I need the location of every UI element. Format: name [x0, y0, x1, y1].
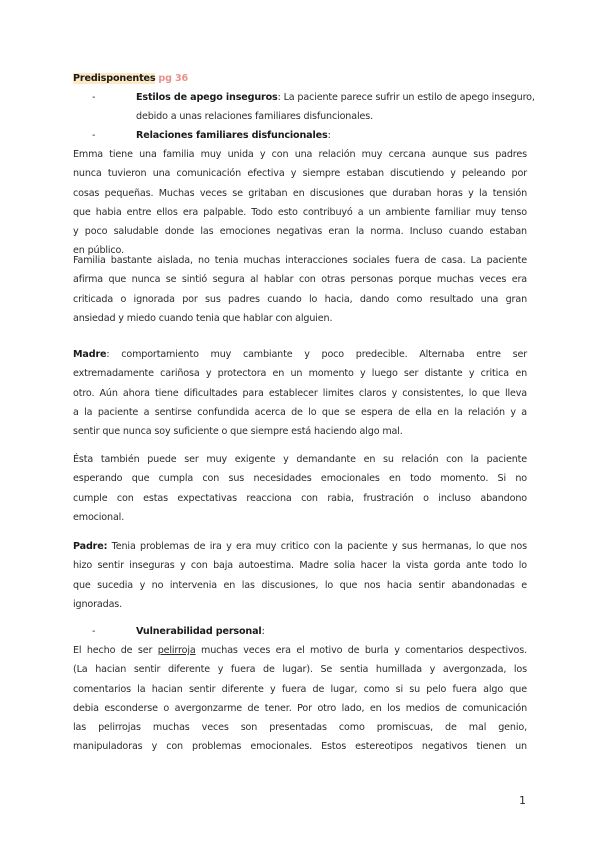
text-line: nunca tuvieron una comunicación efectiva y siempre estaban discutiendo y peleando por	[73, 168, 527, 180]
text-line: criticada o ignorada por sus padres cuando lo hacia, dando como resultado una gran	[73, 293, 527, 305]
text-line: comentarios la hacian sentir diferente y fuera de lugar, como si su pelo fuera algo que	[73, 683, 527, 695]
bullet-title: Vulnerabilidad personal	[136, 626, 262, 637]
text-line: hizo sentir inseguras y con baja autoestima. Madre solia hacer la vista gorda ante todo lo	[73, 560, 527, 572]
bullet-vulnerabilidad	[92, 622, 527, 641]
text-line: debia esconderse o avergonzarme de tener. Por otro lado, en los medios de comunicación	[73, 702, 527, 714]
text-span: Tenia problemas de ira y era muy critico con la paciente y sus hermanas, lo que nos	[107, 541, 527, 552]
text-line: las pelirrojas muchas veces son presentadas como promiscuas, de mal genio,	[73, 722, 527, 734]
text-line: Ésta también puede ser muy exigente y demandante en su relación con la paciente	[73, 454, 527, 465]
paragraph-esta	[73, 450, 527, 527]
section-heading	[73, 69, 527, 88]
bullet-title: Relaciones familiares disfuncionales	[136, 130, 328, 141]
paragraph-emma	[73, 145, 527, 261]
madre-label: Madre	[73, 349, 107, 360]
text-span: El hecho de ser	[73, 645, 158, 656]
text-line: extremadamente cariñosa y protectora en un momento y luego ser distante y critica en	[73, 368, 527, 380]
paragraph-familia	[73, 251, 527, 328]
bullet-text: : La paciente parece sufrir un estilo de apego inseguro,	[277, 92, 535, 103]
text-line: que sucedia y no intervenia en las discusiones, lo que nos hacia sentir abandonadas e	[73, 579, 527, 591]
bullet-text: debido a unas relaciones familiares disfuncionales.	[136, 111, 373, 123]
paragraph-vulnerabilidad	[73, 641, 527, 757]
underlined-word: pelirroja	[157, 645, 196, 656]
bullet-dash: -	[92, 92, 96, 103]
bullet-dash: -	[92, 626, 96, 637]
text-line: Familia bastante aislada, no tenia muchas interacciones sociales fuera de casa. La paciente	[73, 255, 527, 266]
bullet-relaciones	[92, 126, 527, 145]
bullet-title: Estilos de apego inseguros	[136, 92, 278, 103]
text-line: manipuladoras y con problemas emocionales. Estos estereotipos negativos tienen un	[73, 741, 527, 753]
page-reference: pg 36	[158, 73, 189, 84]
text-line: Emma tiene una familia muy unida y con una relación muy cercana aunque sus padres	[73, 149, 527, 160]
paragraph-padre	[73, 537, 527, 614]
bullet-text: :	[327, 130, 331, 141]
text-line: en público.	[73, 245, 124, 257]
bullet-apego	[92, 88, 535, 127]
bullet-text: :	[261, 626, 265, 637]
text-span: muchas veces era el motivo de burla y comentarios despectivos.	[195, 645, 527, 656]
text-line: esperando que cumpla con sus necesidades emocionales en todo momento. Si no	[73, 473, 527, 485]
text-line: cosas pequeñas. Muchas veces se gritaban en discusiones que duraban horas y la tensión	[73, 187, 527, 199]
bullet-dash: -	[92, 130, 96, 141]
text-line: otro. Aún ahora tiene dificultades para establecer limites claros y consistentes, lo que lleva	[73, 387, 527, 399]
text-line: cumple con estas expectativas reacciona con rabia, frustración o incluso abandono	[73, 492, 527, 504]
text-line: ansiedad y miedo cuando tenia que hablar con alguien.	[73, 312, 333, 324]
heading-label: Predisponentes	[73, 73, 156, 84]
text-line: ignoradas.	[73, 598, 123, 610]
paragraph-madre	[73, 345, 527, 441]
text-line: sentir que nunca soy suficiente o que siempre está haciendo algo mal.	[73, 426, 403, 438]
text-line: a la paciente a sentirse confundida acerca de lo que se espera de ella en la relación y a	[73, 406, 527, 418]
text-line: afirma que nunca se sintió segura al hablar con otras personas porque muchas veces era	[73, 274, 527, 286]
text-line: y poco saludable donde las emociones negativas eran la norma. Incluso cuando estaban	[73, 226, 527, 238]
text-line: que habia entre ellos era palpable. Todo esto contribuyó a un ambiente familiar muy tenso	[73, 206, 527, 218]
text-line: (La hacian sentir diferente y fuera de lugar). Se sentia humillada y avergonzada, los	[73, 664, 527, 676]
text-line: emocional.	[73, 511, 125, 523]
padre-label: Padre:	[73, 541, 108, 552]
text-span: : comportamiento muy cambiante y poco predecible. Alternaba entre ser	[106, 349, 527, 360]
page-number: 1	[519, 794, 526, 807]
